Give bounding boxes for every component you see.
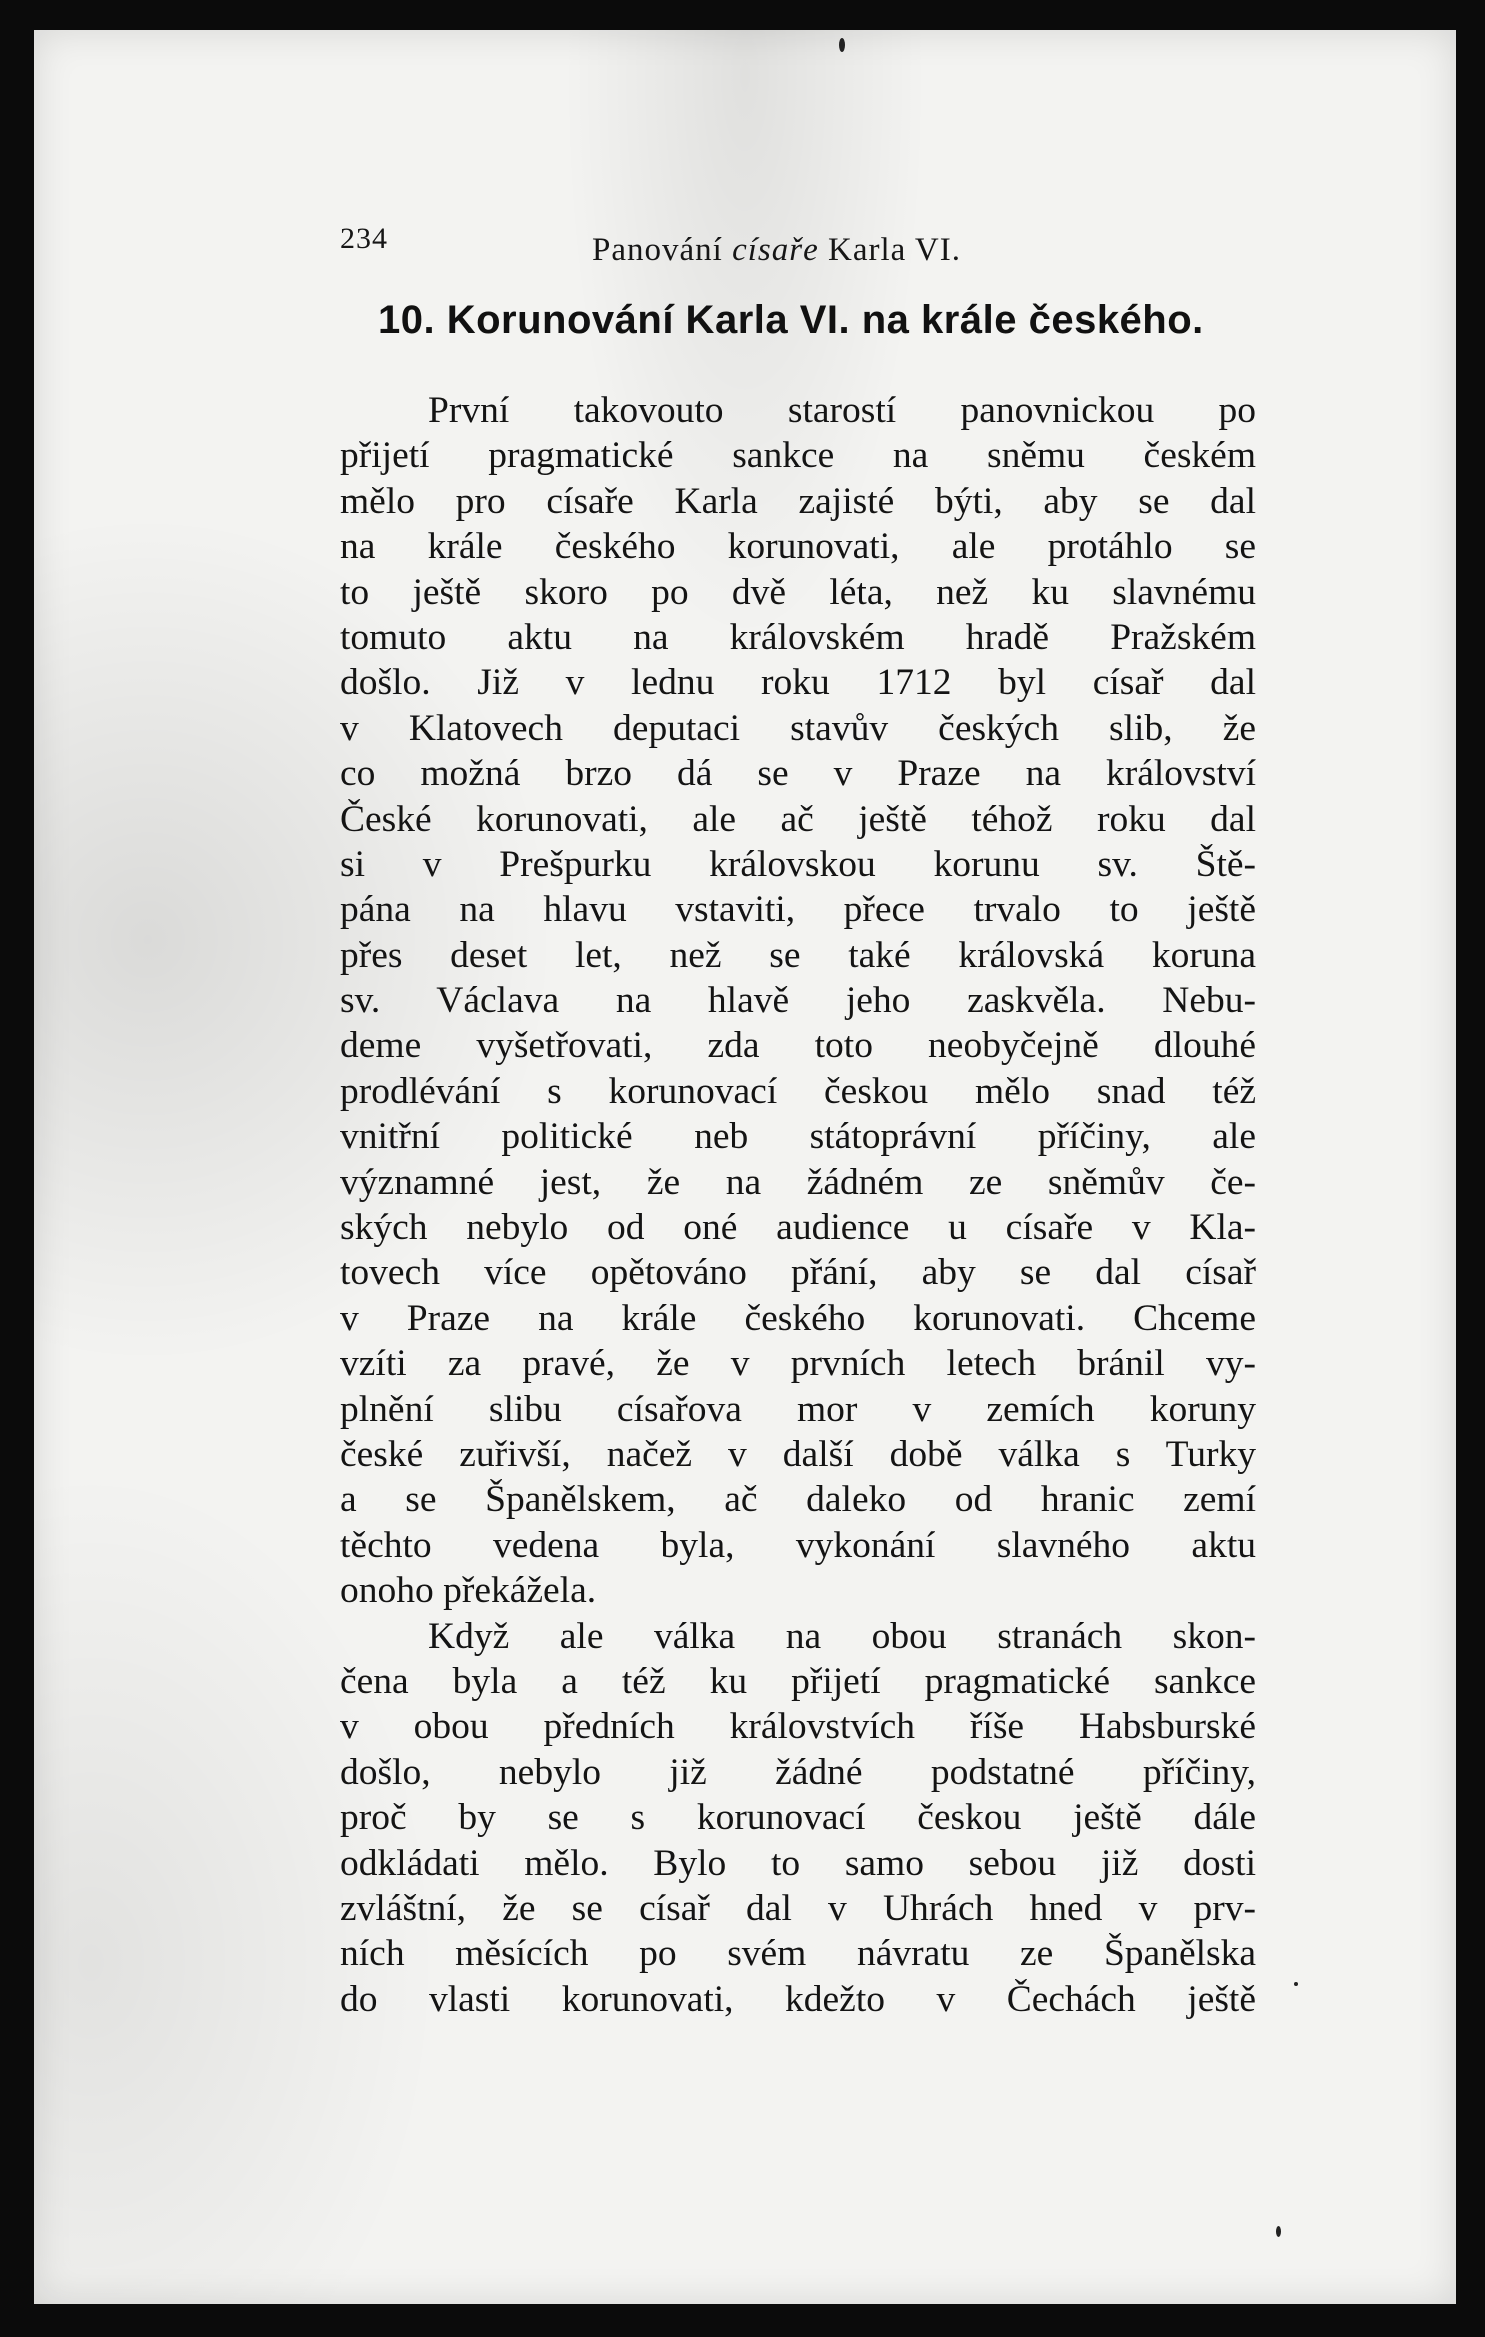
text-line: čena byla a též ku přijetí pragmatické sankce bbox=[340, 1660, 1256, 1702]
text-line: přijetí pragmatické sankce na sněmu českém bbox=[340, 435, 1256, 477]
text-line: proč by se s korunovací českou ještě dále bbox=[340, 1797, 1256, 1839]
running-head-prefix: Panování bbox=[592, 232, 723, 268]
paper-speck bbox=[839, 38, 845, 52]
paper-speck bbox=[1276, 2226, 1281, 2237]
running-head-italic: císaře bbox=[732, 232, 819, 268]
text-line: První takovouto starostí panovnickou po bbox=[428, 390, 1256, 431]
paragraph bbox=[340, 388, 1256, 1614]
text-line: významné jest, že na žádném ze sněmův če- bbox=[340, 1161, 1256, 1203]
text-line: vzíti za pravé, že v prvních letech bránil vy- bbox=[340, 1343, 1256, 1385]
text-line: České korunovati, ale ač ještě téhož roku dal bbox=[340, 798, 1256, 840]
text-line: ních měsících po svém návratu ze Španělska bbox=[340, 1933, 1256, 1975]
text-line: ských nebylo od oné audience u císaře v Kla- bbox=[340, 1207, 1256, 1249]
text-line: onoho překážela. bbox=[340, 1570, 597, 1612]
text-line: si v Prešpurku královskou korunu sv. Ště- bbox=[340, 843, 1256, 885]
text-line: zvláštní, že se císař dal v Uhrách hned v prv- bbox=[340, 1887, 1256, 1929]
section-title: 10. Korunování Karla VI. na krále českého. bbox=[378, 298, 1204, 342]
text-line: tovech více opětováno přání, aby se dal císař bbox=[340, 1252, 1256, 1294]
text-line: prodlévání s korunovací českou mělo snad též bbox=[340, 1070, 1256, 1112]
text-line: v Praze na krále českého korunovati. Chceme bbox=[340, 1297, 1256, 1339]
text-line: plnění slibu císařova mor v zemích koruny bbox=[340, 1388, 1256, 1430]
text-line: vnitřní politické neb státoprávní příčiny, ale bbox=[340, 1116, 1256, 1158]
text-line: to ještě skoro po dvě léta, než ku slavnému bbox=[340, 571, 1256, 613]
text-line: přes deset let, než se také královská koruna bbox=[340, 934, 1256, 976]
text-line: a se Španělskem, ač daleko od hranic zemí bbox=[340, 1479, 1256, 1521]
text-line: těchto vedena byla, vykonání slavného aktu bbox=[340, 1524, 1256, 1566]
text-line: co možná brzo dá se v Praze na království bbox=[340, 753, 1256, 795]
text-line: v Klatovech deputaci stavův českých slib, že bbox=[340, 707, 1256, 749]
text-line: do vlasti korunovati, kdežto v Čechách ještě bbox=[340, 1978, 1256, 2020]
text-line: odkládati mělo. Bylo to samo sebou již dosti bbox=[340, 1842, 1256, 1884]
page-number: 234 bbox=[340, 222, 388, 255]
page-header bbox=[340, 222, 1260, 282]
text-line: deme vyšetřovati, zda toto neobyčejně dlouhé bbox=[340, 1025, 1256, 1067]
text-line: sv. Václava na hlavě jeho zaskvěla. Nebu- bbox=[340, 980, 1256, 1022]
running-head bbox=[592, 232, 961, 269]
text-line: na krále českého korunovati, ale protáhlo se bbox=[340, 526, 1256, 568]
text-line: v obou předních královstvích říše Habsburské bbox=[340, 1706, 1256, 1748]
text-line: české zuřivší, načež v další době válka s Turky bbox=[340, 1433, 1256, 1475]
body-text bbox=[340, 388, 1256, 2022]
text-line: tomuto aktu na královském hradě Pražském bbox=[340, 616, 1256, 658]
text-line: došlo, nebylo již žádné podstatné příčiny, bbox=[340, 1751, 1256, 1793]
paper-speck bbox=[1294, 1982, 1298, 1986]
paragraph bbox=[340, 1614, 1256, 2023]
text-line: mělo pro císaře Karla zajisté býti, aby se dal bbox=[340, 480, 1256, 522]
text-line: došlo. Již v lednu roku 1712 byl císař dal bbox=[340, 662, 1256, 704]
running-head-suffix: Karla VI. bbox=[827, 232, 961, 268]
text-line: Když ale válka na obou stranách skon- bbox=[428, 1615, 1256, 1657]
text-line: pána na hlavu vstaviti, přece trvalo to ještě bbox=[340, 889, 1256, 931]
